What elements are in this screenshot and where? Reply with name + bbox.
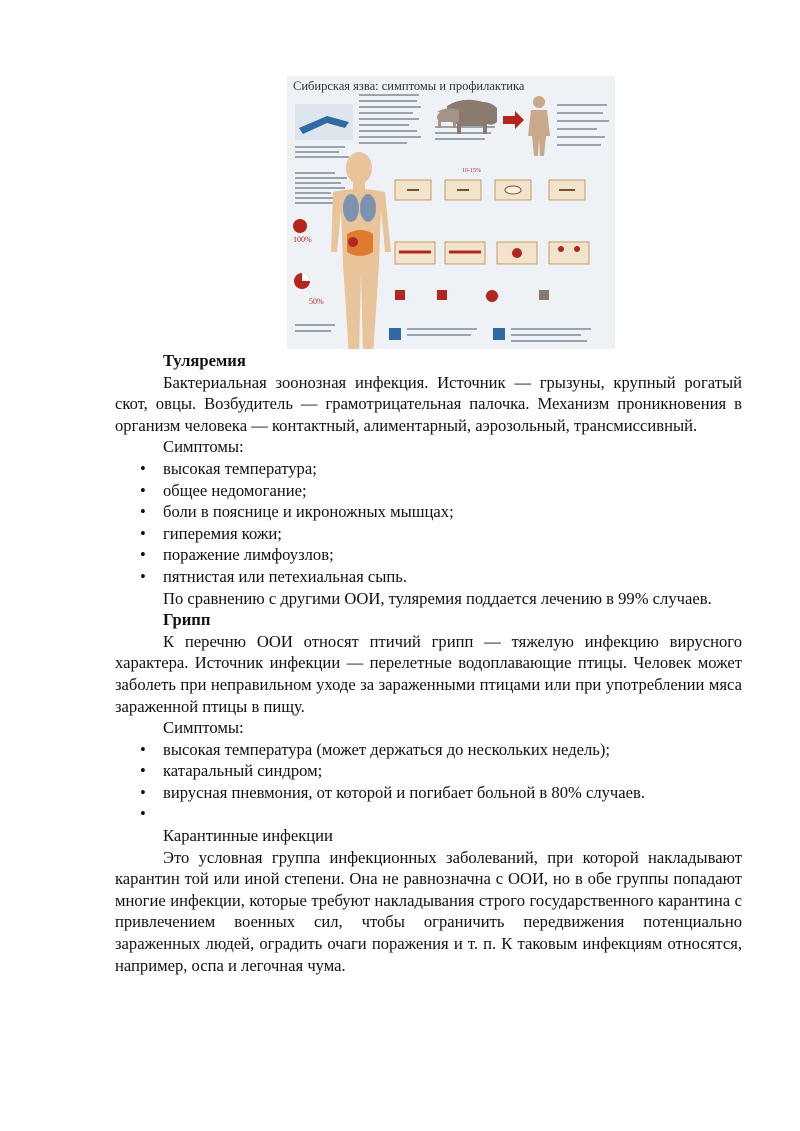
lung-right [360,194,376,222]
prevention-icon-plus [389,328,401,340]
flu-symptoms-list [115,739,742,825]
infographic-illustration [287,76,615,349]
stage-panels-row-2 [395,242,589,264]
list-item: • боли в пояснице и икроножных мышцах; [115,501,742,523]
flu-heading: Грипп [163,610,211,630]
small-human-head [533,96,545,108]
infographic-title: Сибирская язва: симптомы и профилактика [293,79,525,93]
pct-100-text: 100% [293,235,312,244]
list-item: • вирусная пневмония, от которой и погибает больной в 80% случаев. [115,782,742,804]
quarantine-heading: Карантинные инфекции [163,826,333,846]
list-item [115,803,742,825]
list-item: • высокая температура; [115,458,742,480]
tularemia-symptoms-label: Симптомы: [163,437,244,457]
lung-left [343,194,359,222]
symptom-icons [395,290,549,302]
flu-symptoms-label: Симптомы: [163,718,244,738]
small-human-icon [528,110,550,156]
pie-100-icon [293,219,307,233]
tularemia-symptoms-list [115,458,742,588]
organ-highlight [348,237,358,247]
quarantine-text: Это условная группа инфекционных заболеваний, при которой накладывают карантин той или иной степени. Она не равнозначна с ООИ, но в обе группы попадают многие инфекции, которые требуют накладывания строго государственного карантина с привлечением военных сил, чтобы ограничить передвижения потенциально зараженных людей, оградить очаги поражения и т. п. К таковым инфекциям относятся, например, оспа и легочная чума. [115,847,742,975]
list-item: • общее недомогание; [115,480,742,502]
tularemia-conclusion: По сравнению с другими ООИ, туляремия поддается лечению в 99% случаев. [163,588,712,608]
list-item: • катаральный синдром; [115,760,742,782]
flu-intro: К перечню ООИ относят птичий грипп — тяжелую инфекцию вирусного характера. Источник инфекции — перелетные водоплавающие птицы. Человек может заболеть при неправильном уходе за зараженными птицами или при употреблении мяса зараженной птицы в пищу. [115,631,742,716]
pct-50-text: 50% [309,297,324,306]
sheep-icon [437,108,459,128]
anthrax-infographic [287,76,615,349]
tularemia-heading: Туляремия [163,351,246,370]
list-item: • поражение лимфоузлов; [115,544,742,566]
arrow-icon [503,111,524,129]
list-item: • гиперемия кожи; [115,523,742,545]
document-body [115,350,742,976]
list-item: • высокая температура (может держаться до нескольких недель); [115,739,742,761]
tularemia-intro: Бактериальная зоонозная инфекция. Источник — грызуны, крупный рогатый скот, овцы. Возбудитель — грамотрицательная палочка. Механизм проникновения в организм человека — контактный, алиментарный, аэрозольный, трансмиссивный. [115,372,742,435]
ratio-text: 10-15% [462,168,481,174]
stage-panels-row-1 [395,180,585,200]
prevention-icon-2 [493,328,505,340]
list-item: • пятнистая или петехиальная сыпь. [115,566,742,588]
